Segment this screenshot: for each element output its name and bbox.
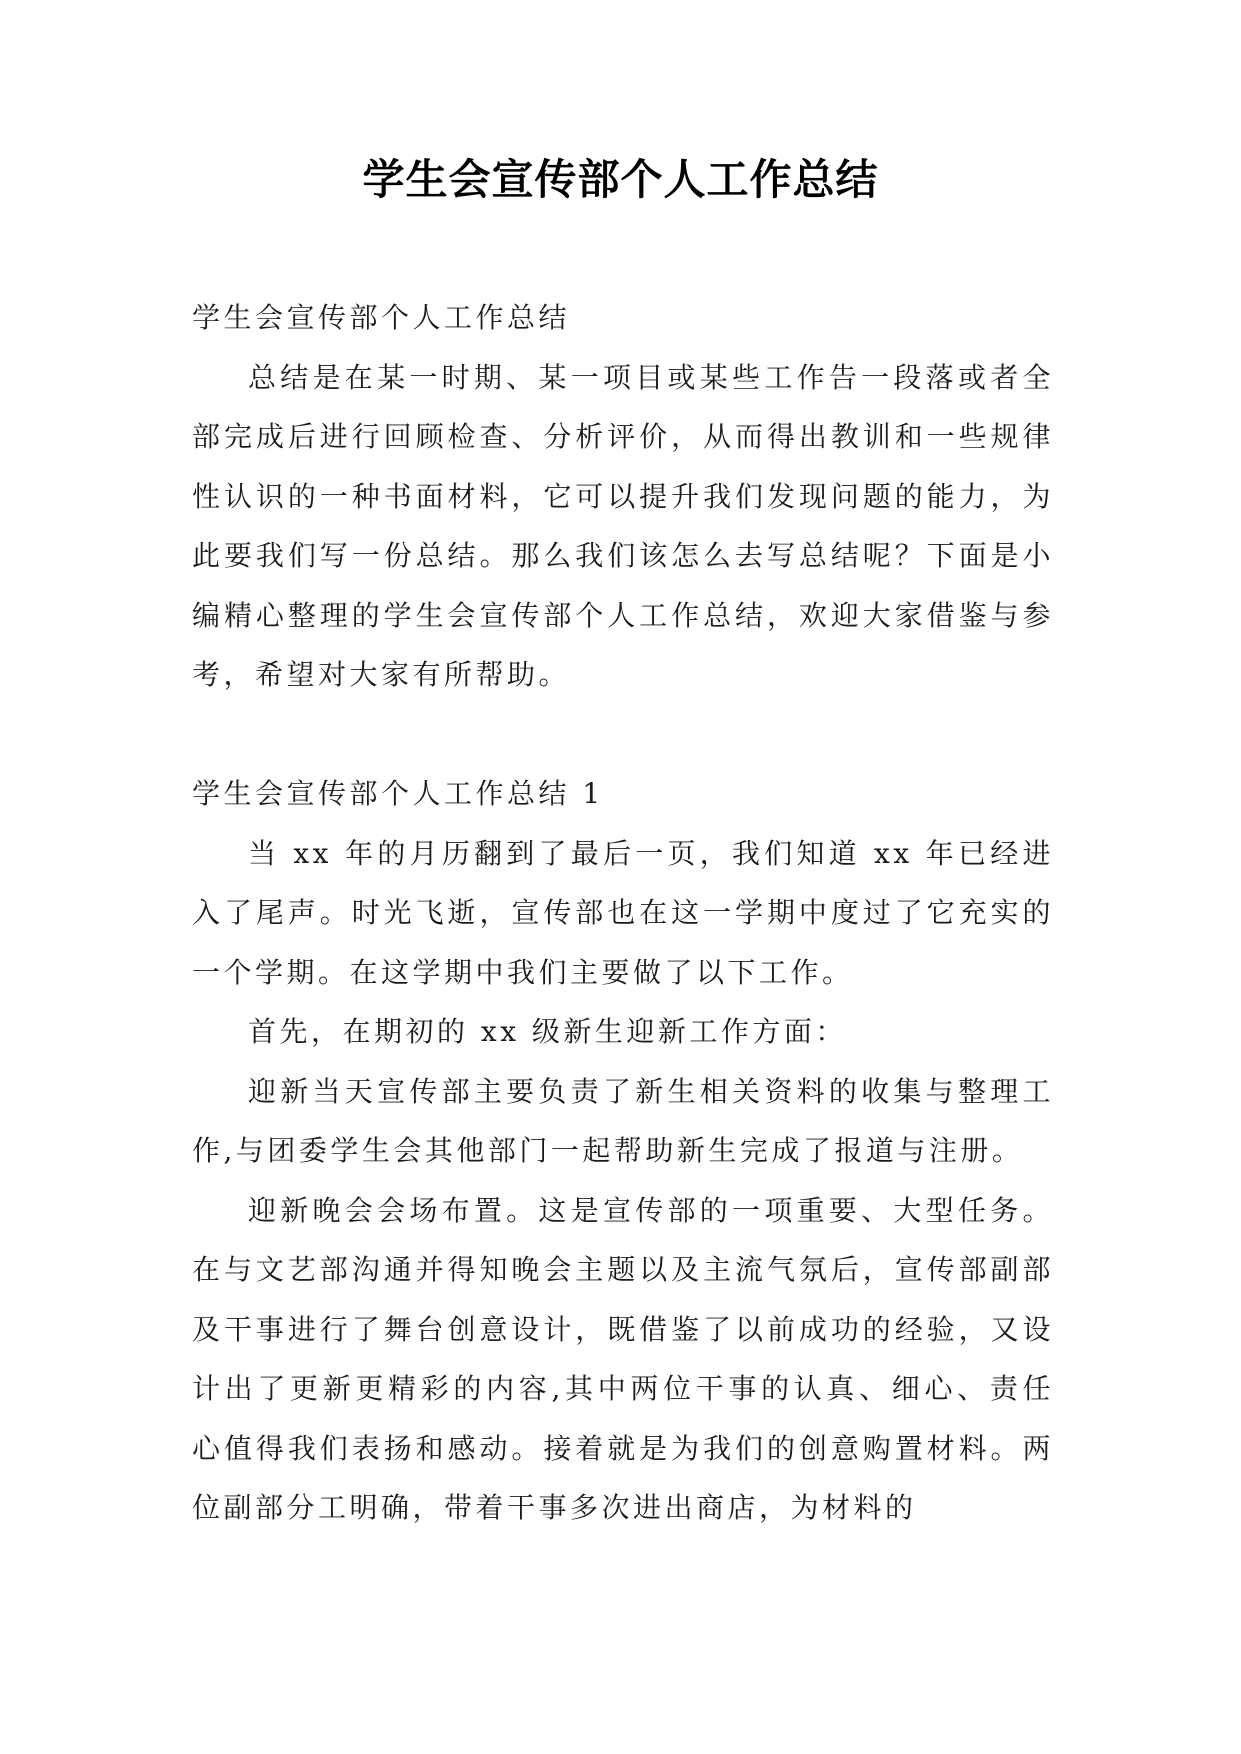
section-spacer xyxy=(192,705,1054,765)
body-paragraph: 当 xx 年的月历翻到了最后一页，我们知道 xx 年已经进入了尾声。时光飞逝，宣传部也在这一学期中度过了它充实的一个学期。在这学期中我们主要做了以下工作。 xyxy=(192,836,1054,989)
section-heading: 学生会宣传部个人工作总结 xyxy=(192,301,571,334)
document-body xyxy=(192,288,1054,1538)
body-paragraph: 迎新晚会会场布置。这是宣传部的一项重要、大型任务。在与文艺部沟通并得知晚会主题以及主流气氛后，宣传部副部及干事进行了舞台创意设计，既借鉴了以前成功的经验，又设计出了更新更精彩的内容,其中两位干事的认真、细心、责任心值得我们表扬和感动。接着就是为我们的创意购置材料。两位副部分工明确，带着干事多次进出商店，为材料的 xyxy=(192,1193,1054,1524)
body-paragraph: 首先，在期初的 xx 级新生迎新工作方面： xyxy=(248,1015,847,1048)
document-title: 学生会宣传部个人工作总结 xyxy=(362,155,879,204)
body-paragraph: 迎新当天宣传部主要负责了新生相关资料的收集与整理工作,与团委学生会其他部门一起帮助新生完成了报道与注册。 xyxy=(192,1074,1054,1167)
intro-paragraph: 总结是在某一时期、某一项目或某些工作告一段落或者全部完成后进行回顾检查、分析评价，从而得出教训和一些规律性认识的一种书面材料，它可以提升我们发现问题的能力，为此要我们写一份总结。那么我们该怎么去写总结呢？下面是小编精心整理的学生会宣传部个人工作总结，欢迎大家借鉴与参考，希望对大家有所帮助。 xyxy=(192,360,1054,691)
section-heading: 学生会宣传部个人工作总结 1 xyxy=(192,777,604,810)
